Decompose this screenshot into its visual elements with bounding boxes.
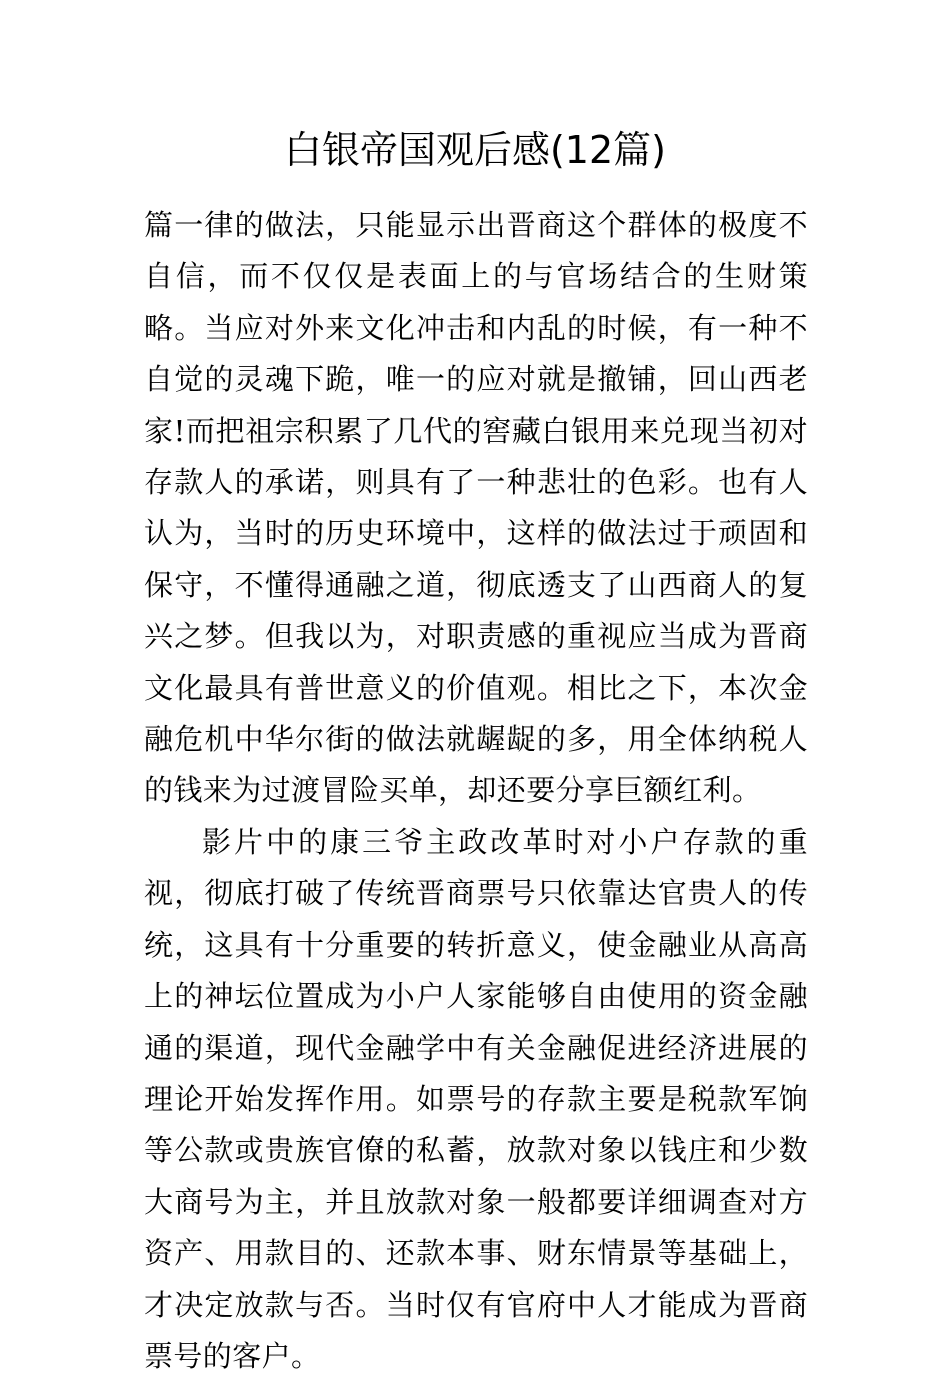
document-title: 白银帝国观后感(12篇) bbox=[283, 128, 666, 172]
document-body bbox=[144, 200, 808, 1382]
paragraph-1: 篇一律的做法，只能显示出晋商这个群体的极度不自信，而不仅仅是表面上的与官场结合的生财策略。当应对外来文化冲击和内乱的时候，有一种不自觉的灵魂下跪，唯一的应对就是撤铺，回山西老家!而把祖宗积累了几代的窖藏白银用来兑现当初对存款人的承诺，则具有了一种悲壮的色彩。也有人认为，当时的历史环境中，这样的做法过于顽固和保守，不懂得通融之道，彻底透支了山西商人的复兴之梦。但我以为，对职责感的重视应当成为晋商文化最具有普世意义的价值观。相比之下，本次金融危机中华尔街的做法就龌龊的多，用全体纳税人的钱来为过渡冒险买单，却还要分享巨额红利。 bbox=[144, 208, 808, 808]
paragraph-2: 影片中的康三爷主政改革时对小户存款的重视，彻底打破了传统晋商票号只依靠达官贵人的传统，这具有十分重要的转折意义，使金融业从高高上的神坛位置成为小户人家能够自由使用的资金融通的渠道，现代金融学中有关金融促进经济进展的理论开始发挥作用。如票号的存款主要是税款军饷等公款或贵族官僚的私蓄，放款对象以钱庄和少数大商号为主，并且放款对象一般都要详细调查对方资产、用款目的、还款本事、财东情景等基础上，才决定放款与否。当时仅有官府中人才能成为晋商票号的客户。 bbox=[144, 824, 808, 1373]
